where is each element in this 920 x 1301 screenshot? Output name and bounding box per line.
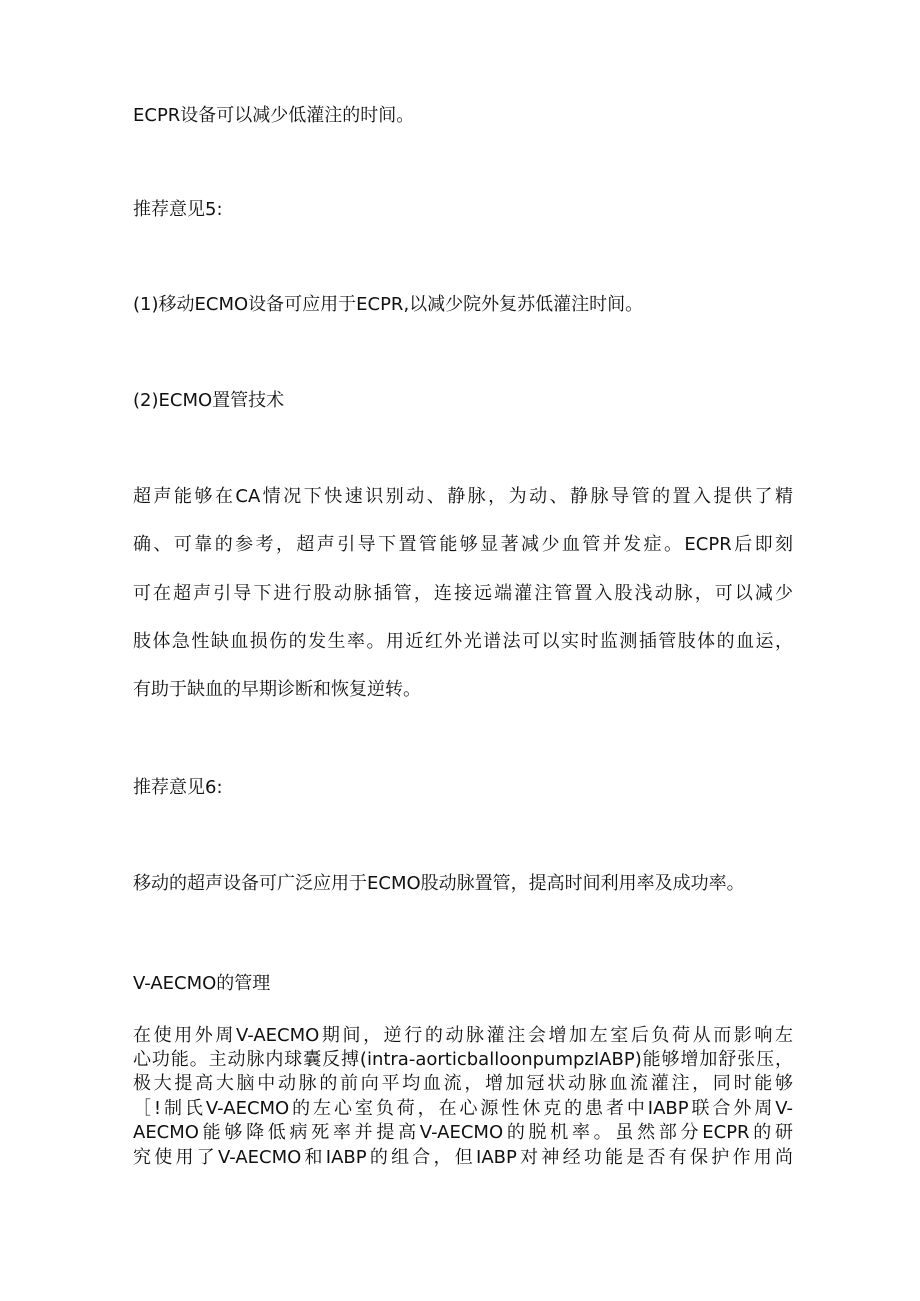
ultrasound-paragraph-line: 确、可靠的参考，超声引导下置管能够显著减少血管并发症。ECPR后即刻 [133, 534, 793, 555]
recommendation-6-text: 移动的超声设备可广泛应用于ECMO股动脉置管，提高时间利用率及成功率。 [133, 873, 745, 894]
section-paragraph-line: 心功能。主动脉内球囊反搏(intra-aorticballoonpumpzIABP)能够增加舒张压， [133, 1049, 793, 1070]
section-paragraph-line: 极大提高大脑中动脉的前向平均血流，增加冠状动脉血流灌注，同时能够 [133, 1073, 793, 1094]
ultrasound-paragraph-line: 有助于缺血的早期诊断和恢复逆转。 [133, 679, 421, 700]
ultrasound-paragraph-line: 可在超声引导下进行股动脉插管，连接远端灌注管置入股浅动脉，可以减少 [133, 583, 793, 604]
section-paragraph-line: ［!制氏V-AECMO的左心室负荷，在心源性休克的患者中IABP联合外周V- [133, 1098, 793, 1119]
section-paragraph-line: 究使用了V-AECMO和IABP的组合，但IABP对神经功能是否有保护作用尚 [133, 1147, 793, 1168]
section-paragraph-line: 在使用外周V-AECMO期间，逆行的动脉灌注会增加左室后负荷从而影响左 [133, 1025, 793, 1046]
recommendation-5-title: 推荐意见5: [133, 199, 223, 220]
recommendation-6-title: 推荐意见6: [133, 777, 223, 798]
section-paragraph-line: AECMO能够降低病死率并提高V-AECMO的脱机率。虽然部分ECPR的研 [133, 1122, 793, 1143]
section-title: V-AECMO的管理 [133, 973, 271, 994]
paragraph-ecpr-time: ECPR设备可以减少低灌注的时间。 [133, 105, 415, 126]
recommendation-5-item-2: (2)ECMO置管技术 [133, 390, 285, 411]
ultrasound-paragraph-line: 超声能够在CA情况下快速识别动、静脉，为动、静脉导管的置入提供了精 [133, 486, 793, 507]
ultrasound-paragraph-line: 肢体急性缺血损伤的发生率。用近红外光谱法可以实时监测插管肢体的血运， [133, 631, 793, 652]
recommendation-5-item-1: (1)移动ECMO设备可应用于ECPR,以减少院外复苏低灌注时间。 [133, 294, 644, 315]
